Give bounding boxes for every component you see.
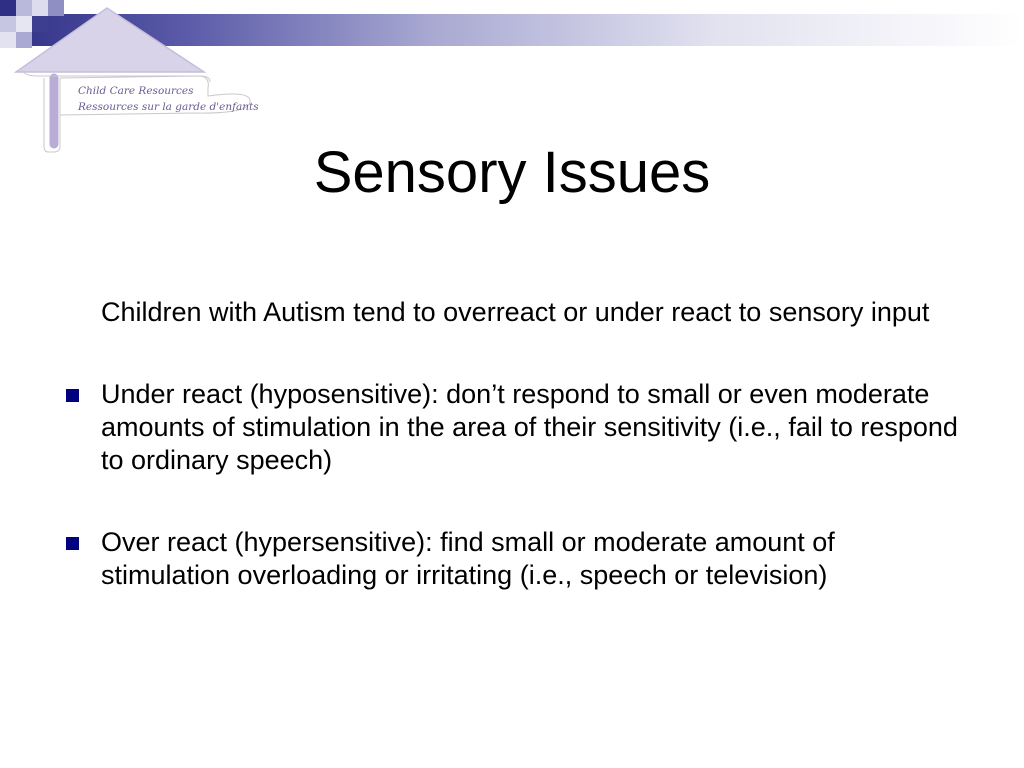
bullet-text: Under react (hyposensitive): don’t respond to small or even moderate amounts of stimulation in the area of their sensitivity (i.e., fail to respond to ordinary speech): [101, 379, 958, 475]
intro-paragraph: [60, 296, 960, 329]
logo-text-english: Child Care Resources: [78, 85, 194, 97]
child-care-resources-logo: [14, 6, 259, 154]
bullet-item-hypersensitive: [60, 526, 960, 592]
square-bullet-icon: [66, 389, 79, 402]
bullet-item-hyposensitive: [60, 378, 960, 477]
logo-text-french: Ressources sur la garde d'enfants: [78, 101, 259, 113]
intro-text: Children with Autism tend to overreact or under react to sensory input: [101, 297, 930, 327]
house-logo-icon: [14, 6, 259, 154]
slide-title: Sensory Issues: [313, 140, 711, 205]
square-bullet-icon: [66, 537, 79, 550]
slide-body: [60, 296, 960, 641]
bullet-text: Over react (hypersensitive): find small or moderate amount of stimulation overloading or irritating (i.e., speech or television): [101, 527, 835, 590]
